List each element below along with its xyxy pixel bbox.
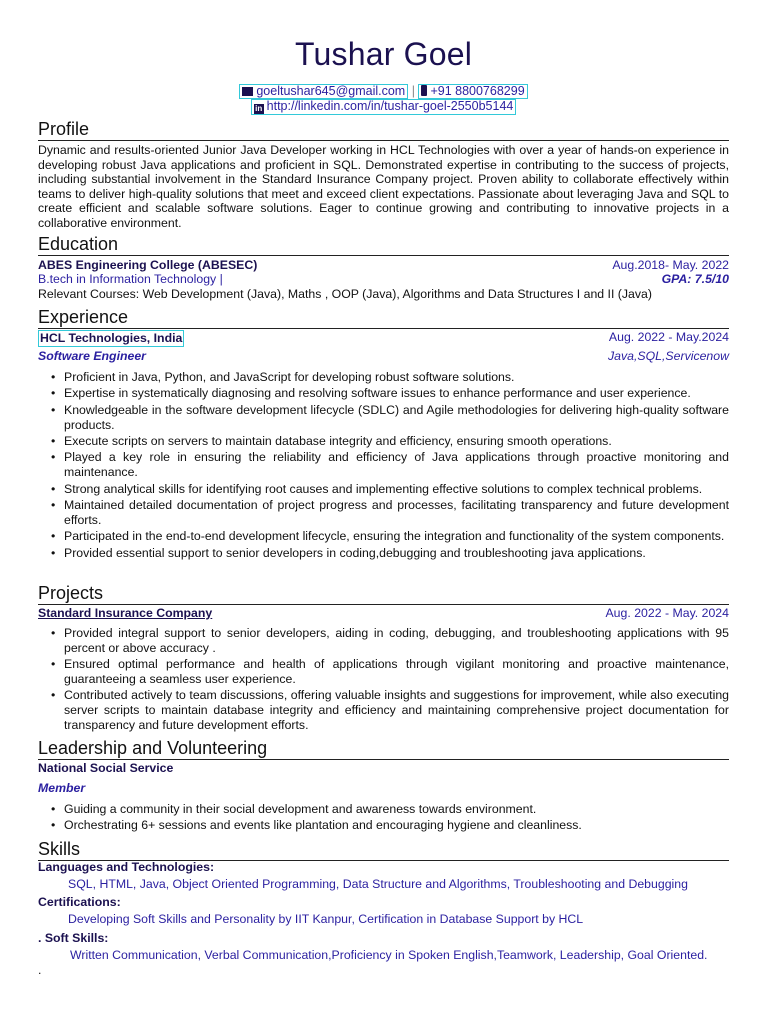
- trailing-dot: .: [38, 963, 42, 977]
- project-dates: Aug. 2022 - May. 2024: [605, 606, 729, 620]
- profile-text: Dynamic and results-oriented Junior Java Developer working in HCL Technologies with over a year of hands-on experience in developing robust Java applications and proficient in SQL. Demonstrated expertise in contributing to the success of projects, including substantial involvement in the Standard Insurance Company project. Proven ability to collaborate effectively within teams to deliver high-quality solutions that meet and exceed client expectations. Passionate about leveraging Java and SQL to create efficient and scalable software solutions. Eager to continue growing and contributing to innovative projects in a collaborative environment.: [38, 143, 729, 230]
- experience-dates: Aug. 2022 - May.2024: [608, 330, 729, 344]
- section-heading-skills: Skills: [38, 838, 729, 861]
- list-item: • Contributed actively to team discussions, offering valuable insights and suggestions for improvement, while also executing server scripts to maintain database integrity and efficiency and maintaining comprehensive project documentation for transparency and future development efforts.: [38, 688, 729, 732]
- list-item: • Knowledgeable in the software development lifecycle (SDLC) and Agile methodologies for delivering high-quality software products.: [38, 403, 729, 433]
- project-row: [38, 606, 729, 621]
- degree-row: [38, 272, 729, 287]
- email-text: goeltushar645@gmail.com: [256, 84, 406, 98]
- linkedin-link[interactable]: [251, 99, 517, 115]
- languages-label-text: Languages and Technologies:: [38, 860, 215, 874]
- leadership-role-label: Member: [38, 781, 86, 795]
- email-link[interactable]: [239, 84, 408, 99]
- certifications-value: Developing Soft Skills and Personality by IIT Kanpur, Certification in Database Support by HCL: [68, 912, 584, 926]
- contact-separator: |: [411, 84, 415, 98]
- list-item: • Orchestrating 6+ sessions and events like plantation and encouraging hygiene and cleanliness.: [38, 818, 729, 833]
- phone-link[interactable]: [418, 84, 527, 99]
- envelope-icon: [242, 87, 253, 96]
- phone-icon: [421, 85, 427, 96]
- soft-skills-value: Written Communication, Verbal Communication,Proficiency in Spoken English,Teamwork, Leadership, Goal Oriented.: [70, 948, 708, 962]
- experience-row: [38, 330, 729, 347]
- experience-bullets: [38, 370, 729, 562]
- linkedin-text: http://linkedin.com/in/tushar-goel-2550b5144: [266, 99, 514, 113]
- leadership-bullets: [38, 802, 729, 835]
- school-name: ABES Engineering College (ABESEC): [38, 258, 258, 272]
- list-item: • Provided essential support to senior developers in coding,debugging and troubleshooting java applications.: [38, 546, 729, 561]
- list-item: • Participated in the end-to-end development lifecycle, ensuring the integration and functionality of the system components.: [38, 529, 729, 544]
- languages-label: [38, 860, 729, 875]
- gpa: GPA: 7.5/10: [661, 272, 729, 286]
- organization-label: National Social Service: [38, 761, 174, 775]
- tech-stack: Java,SQL,Servicenow: [608, 349, 729, 363]
- list-item: • Proficient in Java, Python, and JavaScript for developing robust software solutions.: [38, 370, 729, 385]
- section-heading-education: Education: [38, 233, 729, 256]
- list-item: • Ensured optimal performance and health of applications through vigilant monitoring and proactive maintenance, guaranteeing a seamless user experience.: [38, 657, 729, 687]
- soft-skills-label-text: . Soft Skills:: [38, 931, 109, 945]
- phone-text: +91 8800768299: [430, 84, 525, 98]
- section-heading-projects: Projects: [38, 582, 729, 605]
- leadership-role: [38, 781, 729, 796]
- linkedin-icon: in: [255, 104, 263, 113]
- contact-line-1: [38, 84, 729, 99]
- certifications-label-text: Certifications:: [38, 895, 121, 909]
- job-title: Software Engineer: [38, 349, 146, 363]
- role-row: [38, 349, 729, 364]
- list-item: • Maintained detailed documentation of project progress and processes, facilitating transparency and future development efforts.: [38, 498, 729, 528]
- contact-line-2: [38, 99, 729, 115]
- soft-skills-label: [38, 931, 729, 946]
- project-bullets: [38, 626, 729, 734]
- list-item: • Played a key role in ensuring the reliability and efficiency of Java applications through proactive monitoring and maintenance.: [38, 450, 729, 480]
- list-item: • Provided integral support to senior developers, aiding in coding, debugging, and troubleshooting applications with 95 percent or above accuracy .: [38, 626, 729, 656]
- section-heading-profile: Profile: [38, 118, 729, 141]
- degree-name: B.tech in Information Technology |: [38, 272, 223, 286]
- section-heading-experience: Experience: [38, 306, 729, 329]
- company-name[interactable]: HCL Technologies, India: [40, 331, 183, 345]
- list-item: • Execute scripts on servers to maintain database integrity and efficiency, ensuring smooth operations.: [38, 434, 729, 449]
- project-name[interactable]: Standard Insurance Company: [38, 606, 213, 620]
- education-dates: Aug.2018- May. 2022: [612, 258, 729, 272]
- languages-value: SQL, HTML, Java, Object Oriented Programming, Data Structure and Algorithms, Troubleshooting and Debugging: [68, 877, 688, 891]
- candidate-name: Tushar Goel: [294, 36, 473, 72]
- list-item: • Strong analytical skills for identifying root causes and implementing effective solutions to complex technical problems.: [38, 482, 729, 497]
- education-row: [38, 258, 729, 273]
- section-heading-leadership: Leadership and Volunteering: [38, 737, 729, 760]
- certifications-label: [38, 895, 729, 910]
- organization-name: [38, 761, 729, 776]
- list-item: • Expertise in systematically diagnosing and resolving software issues to enhance performance and user experience.: [38, 386, 729, 401]
- list-item: • Guiding a community in their social development and awareness towards environment.: [38, 802, 729, 817]
- relevant-courses: Relevant Courses: Web Development (Java), Maths , OOP (Java), Algorithms and Data Structures I and II (Java): [38, 287, 652, 301]
